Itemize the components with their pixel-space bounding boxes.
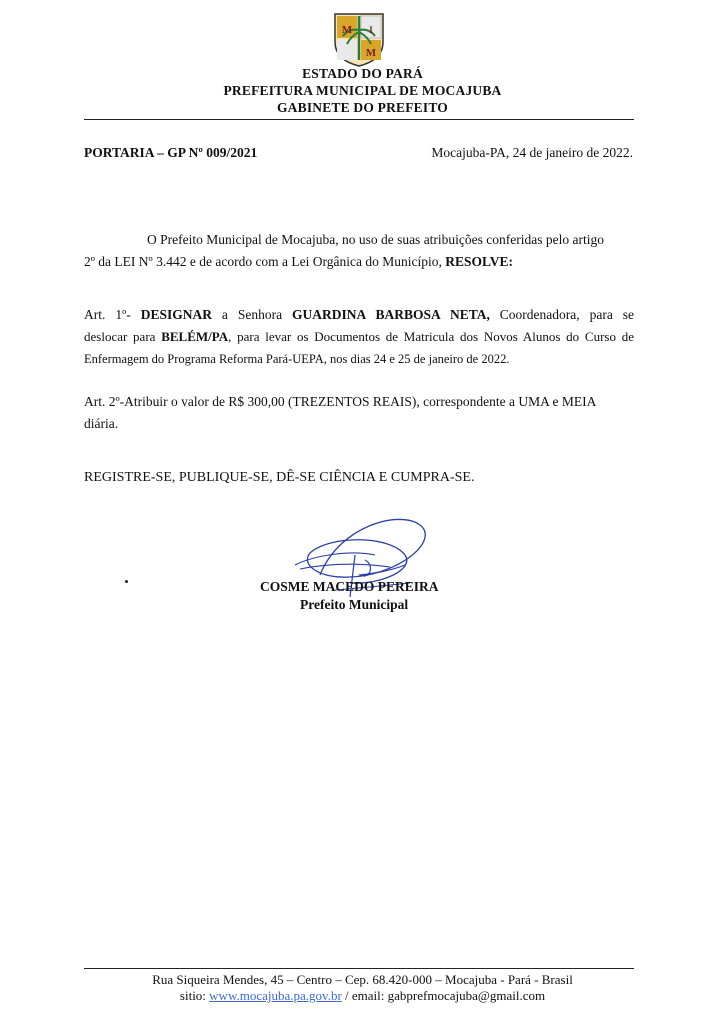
header-state: ESTADO DO PARÁ — [302, 66, 423, 81]
art1-text-2: Coordenadora, para se — [489, 307, 635, 322]
art2-line-1: Art. 2º-Atribuir o valor de R$ 300,00 (TREZENTOS REAIS), correspondente a UMA e MEIA — [84, 394, 597, 409]
art2-line-2: diária. — [84, 416, 119, 431]
resolve-label: RESOLVE: — [445, 254, 514, 269]
art1-line-1 — [84, 304, 634, 326]
art1-name: GUARDINA BARBOSA NETA, — [292, 307, 490, 322]
emblem-letter-center: I — [369, 25, 373, 35]
municipal-emblem — [331, 10, 387, 68]
ink-dot — [125, 580, 128, 583]
footer-site-label: sitio: — [179, 988, 210, 1003]
preamble-line-2 — [84, 251, 513, 273]
signer-name: COSME MACEDO PEREIRA — [260, 579, 439, 594]
art1-l2a: deslocar para — [84, 329, 162, 344]
footer-divider — [84, 968, 634, 969]
emblem-letter-right: M — [365, 47, 377, 59]
header-municipality: PREFEITURA MUNICIPAL DE MOCAJUBA — [223, 83, 502, 98]
art1-text-1: a Senhora — [211, 307, 293, 322]
art1-designar: DESIGNAR — [140, 307, 212, 322]
art1-line-2 — [84, 326, 634, 348]
footer-email: / email: gabprefmocajuba@gmail.com — [341, 988, 546, 1003]
art1-line-3: Enfermagem do Programa Reforma Pará-UEPA, nos dias 24 e 25 de janeiro de 2022. — [84, 352, 510, 366]
footer-address: Rua Siqueira Mendes, 45 – Centro – Cep. 68.420-000 – Mocajuba - Pará - Brasil — [152, 972, 573, 987]
portaria-title: PORTARIA – GP Nº 009/2021 — [84, 145, 258, 160]
closing-statement: REGISTRE-SE, PUBLIQUE-SE, DÊ-SE CIÊNCIA E CUMPRA-SE. — [84, 470, 475, 485]
emblem-letter-left: M — [341, 24, 353, 36]
website-link[interactable]: www.mocajuba.pa.gov.br — [209, 988, 342, 1003]
header-office: GABINETE DO PREFEITO — [276, 100, 449, 115]
art1-city: BELÉM/PA — [161, 329, 229, 344]
art1-prefix: Art. 1º- — [84, 307, 141, 322]
preamble-line-1: O Prefeito Municipal de Mocajuba, no uso de suas atribuições conferidas pelo artigo — [147, 232, 604, 247]
preamble-text: 2º da LEI Nº 3.442 e de acordo com a Lei Orgânica do Município, — [84, 254, 446, 269]
header-divider — [84, 119, 634, 120]
place-date: Mocajuba-PA, 24 de janeiro de 2022. — [431, 145, 633, 160]
footer-contact — [0, 988, 725, 1004]
art1-l2b: , para levar os Documentos de Matricula dos Novos Alunos do Curso de — [228, 329, 634, 344]
signer-role: Prefeito Municipal — [300, 597, 409, 612]
